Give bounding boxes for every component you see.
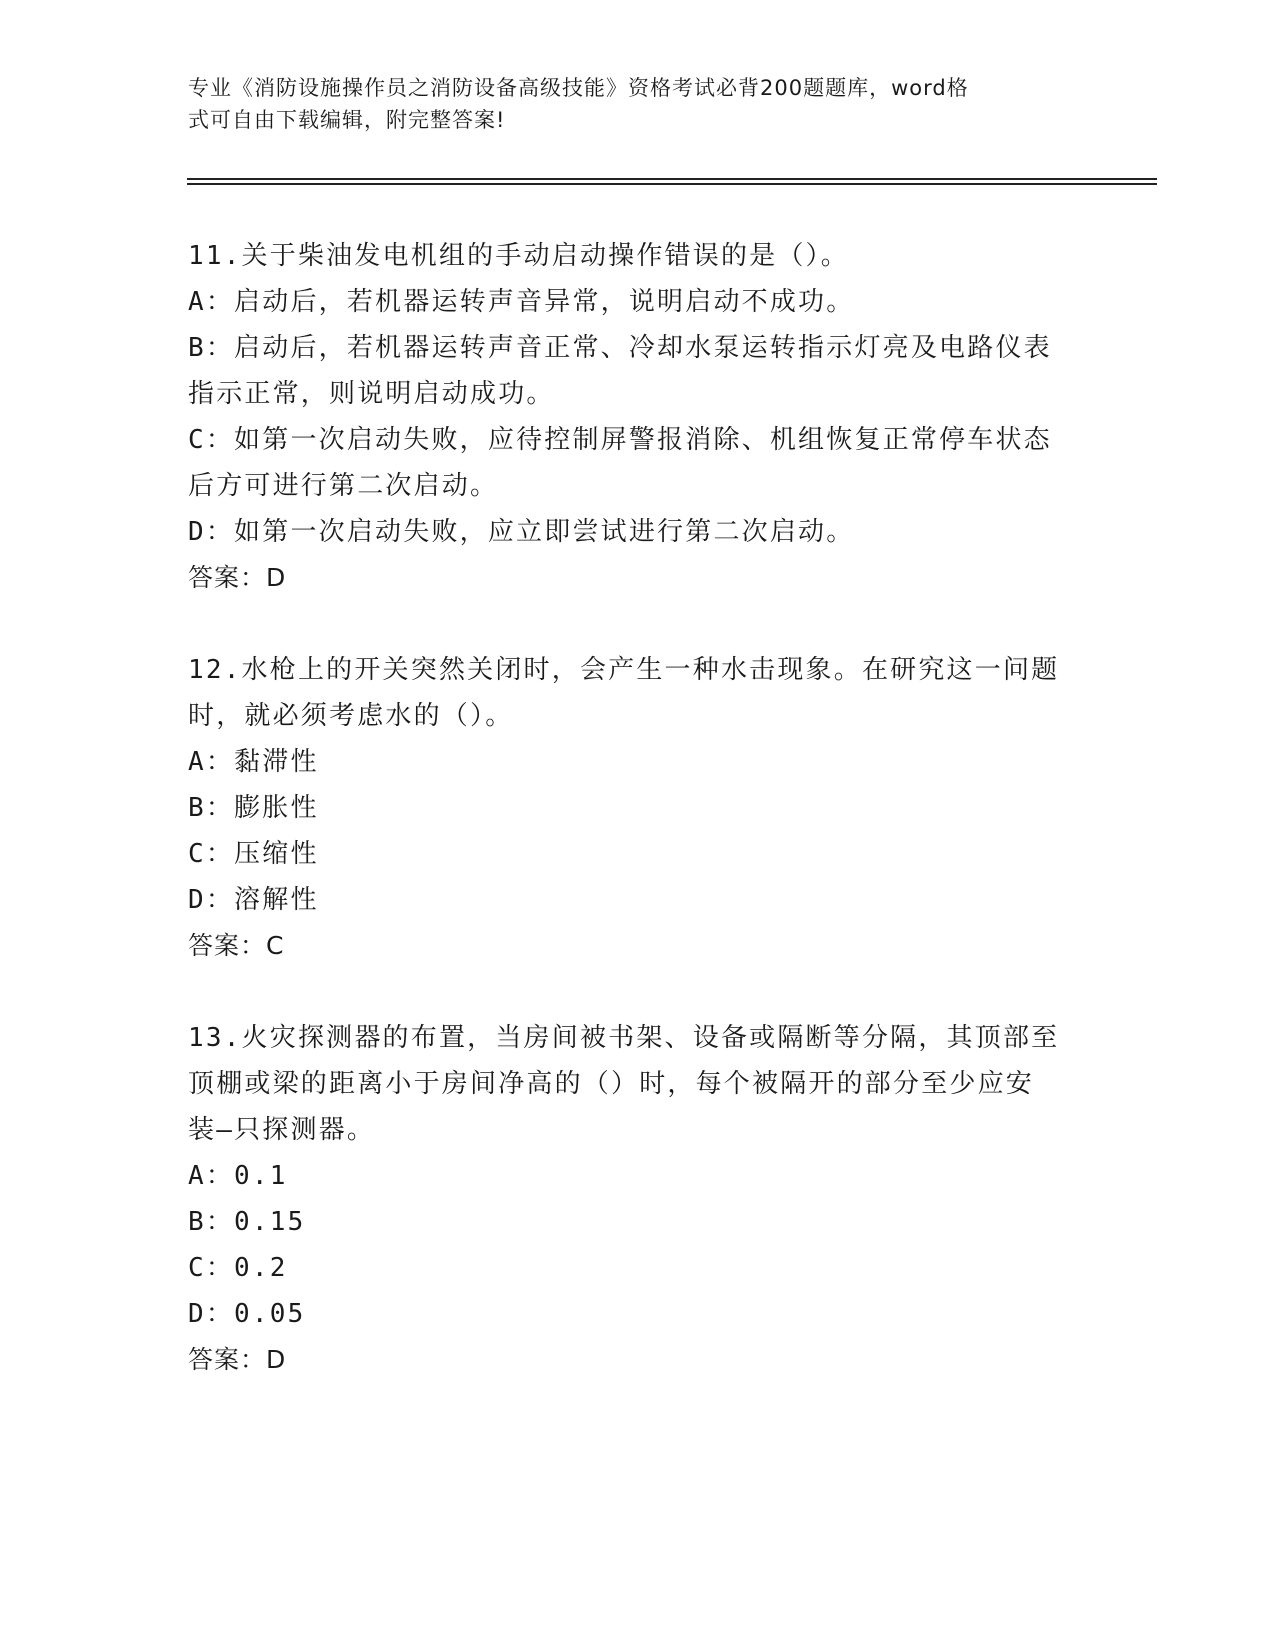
option-a: A：黏滞性 — [188, 747, 319, 777]
option-d: D：如第一次启动失败，应立即尝试进行第二次启动。 — [188, 517, 855, 547]
header-divider-top — [187, 178, 1157, 180]
question-stem: 13.火灾探测器的布置，当房间被书架、设备或隔断等分隔，其顶部至 — [188, 1023, 1060, 1053]
answer-label: 答案：C — [188, 931, 285, 960]
answer-label: 答案：D — [188, 1345, 287, 1374]
answer-label: 答案：D — [188, 563, 287, 592]
option-b: B：膨胀性 — [188, 793, 319, 823]
option-a: A：0.1 — [188, 1161, 288, 1191]
question-stem: 11.关于柴油发电机组的手动启动操作错误的是（）。 — [188, 241, 849, 271]
header-line-2: 式可自由下载编辑，附完整答案! — [188, 108, 506, 132]
question-13 — [188, 1015, 1088, 1383]
question-list — [188, 233, 1088, 1429]
option-a: A：启动后，若机器运转声音异常，说明启动不成功。 — [188, 287, 855, 317]
option-c: C：压缩性 — [188, 839, 319, 869]
question-stem-continued: 装—只探测器。 — [188, 1115, 376, 1145]
header-line-1: 专业《消防设施操作员之消防设备高级技能》资格考试必背200题题库，word格 — [188, 76, 969, 100]
option-b: B：0.15 — [188, 1207, 306, 1237]
option-b: B：启动后，若机器运转声音正常、冷却水泵运转指示灯亮及电路仪表 — [188, 333, 1052, 363]
option-b-continued: 指示正常，则说明启动成功。 — [188, 379, 555, 409]
option-c: C：0.2 — [188, 1253, 288, 1283]
question-stem-continued: 时，就必须考虑水的（）。 — [188, 701, 514, 731]
option-d: D：0.05 — [188, 1299, 306, 1329]
question-12 — [188, 647, 1088, 969]
option-d: D：溶解性 — [188, 885, 319, 915]
header-divider-bottom — [187, 183, 1157, 185]
question-stem: 12.水枪上的开关突然关闭时，会产生一种水击现象。在研究这一问题 — [188, 655, 1060, 685]
document-header — [188, 72, 1068, 136]
option-c: C：如第一次启动失败，应待控制屏警报消除、机组恢复正常停车状态 — [188, 425, 1052, 455]
option-c-continued: 后方可进行第二次启动。 — [188, 471, 499, 501]
question-11 — [188, 233, 1088, 601]
question-stem-continued: 顶棚或梁的距离小于房间净高的（）时，每个被隔开的部分至少应安 — [188, 1069, 1035, 1099]
